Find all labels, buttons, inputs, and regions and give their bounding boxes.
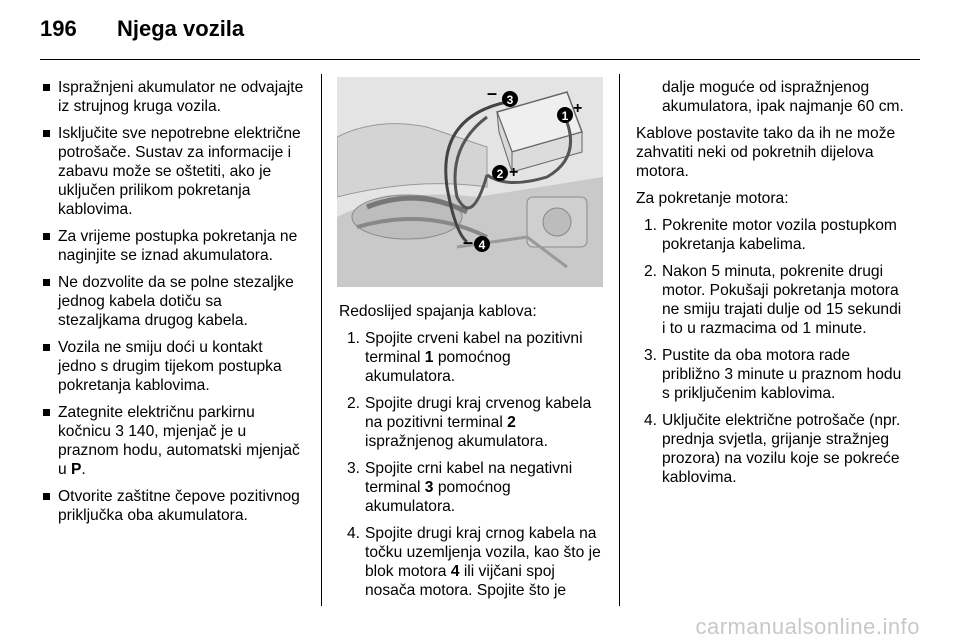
- starting-intro: Za pokretanje motora:: [636, 190, 789, 207]
- text-run: Spojite crni kabel na negativni terminal: [365, 460, 573, 496]
- step-number: 4.: [347, 525, 361, 542]
- text-run: Isključite sve nepotrebne električne potrošače. Sustav za informacije i zabavu može se oštetiti, ako je uključen prilikom pokretanja kablovima.: [58, 125, 301, 218]
- connection-steps: [339, 329, 604, 600]
- list-item: [636, 216, 904, 254]
- text-run: Vozila ne smiju doći u kontakt jedno s drugim tijekom postupka pokretanja kablovima.: [58, 339, 282, 394]
- text-run: Ne dozvolite da se polne stezaljke jednog kabela dotiču sa stezaljkama drugog kabela.: [58, 274, 294, 329]
- callout-2-number: 2: [496, 167, 504, 181]
- header-rule: [40, 59, 920, 60]
- step-number: 1.: [644, 217, 658, 234]
- callout-3-sign: –: [487, 83, 498, 103]
- list-item: [339, 329, 604, 386]
- list-item: [43, 124, 305, 219]
- bold-ref: P: [71, 461, 82, 478]
- callout-1-sign: +: [573, 100, 583, 117]
- callout-4-sign: –: [463, 232, 474, 252]
- column-starting: [636, 78, 904, 495]
- step-number: 2.: [644, 263, 658, 280]
- continuation-text: dalje moguće od ispražnjenog akumulatora, ipak najmanje 60 cm.: [662, 79, 904, 115]
- column-divider-left: [321, 74, 322, 606]
- text-run: Spojite crveni kabel na pozitivni terminal: [365, 330, 583, 366]
- text-run: Za vrijeme postupka pokretanja ne naginjite se iznad akumulatora.: [58, 228, 298, 264]
- text-run: .: [81, 461, 86, 478]
- callout-1-number: 1: [561, 109, 569, 123]
- list-item: [43, 338, 305, 395]
- callout-3-number: 3: [506, 93, 514, 107]
- bold-ref: 3: [424, 479, 434, 496]
- list-item: [43, 273, 305, 330]
- battery-jump-start-illustration: [337, 77, 603, 287]
- bold-ref: 2: [507, 414, 516, 431]
- step-number: 1.: [347, 330, 361, 347]
- chapter-title: Njega vozila: [117, 16, 245, 41]
- text-run: Otvorite zaštitne čepove pozitivnog priključka oba akumulatora.: [58, 488, 300, 524]
- page-header: [40, 16, 920, 56]
- list-item: [43, 403, 305, 479]
- step-number: 3.: [644, 347, 658, 364]
- bold-ref: 1: [424, 349, 434, 366]
- column-divider-right: [619, 74, 620, 606]
- warning-list: [43, 78, 305, 525]
- watermark: carmanualsonline.info: [695, 614, 920, 639]
- text-run: ispražnjenog akumulatora.: [365, 433, 548, 450]
- text-run: Nakon 5 minuta, pokrenite drugi motor. Pokušaji pokretanja motora ne smiju trajati dulje od 15 sekundi i to u razmacima od 1 minute.: [662, 263, 902, 337]
- list-item: [636, 346, 904, 403]
- text-run: 140, mjenjač je u praznom hodu, automatski mjenjač u: [58, 423, 300, 478]
- text-run: Spojite drugi kraj crnog kabela na točku uzemljenja vozila, kao što je blok motora: [365, 525, 601, 580]
- list-item: [339, 394, 604, 451]
- callout-4-number: 4: [478, 238, 486, 252]
- bold-ref: 4: [450, 563, 460, 580]
- list-item: [636, 411, 904, 487]
- text-run: Ispražnjeni akumulator ne odvajajte iz strujnog kruga vozila.: [58, 79, 304, 115]
- page-ref-arrow-icon: 3: [115, 423, 124, 440]
- list-item: [339, 459, 604, 516]
- list-item: [43, 78, 305, 116]
- list-item: [43, 227, 305, 265]
- list-item: [43, 487, 305, 525]
- callout-2-sign: +: [509, 164, 519, 181]
- text-run: pomoćnog akumulatora.: [365, 349, 511, 385]
- list-item: [636, 262, 904, 338]
- step-number: 4.: [644, 412, 658, 429]
- starting-steps: [636, 216, 904, 487]
- text-run: Uključite električne potrošače (npr. prednja svjetla, grijanje stražnjeg prozora) na vozilu koje se pokreće kablovima.: [662, 412, 901, 486]
- step-number: 3.: [347, 460, 361, 477]
- text-run: Zategnite električnu parkirnu kočnicu: [58, 404, 255, 440]
- engine-bay-drawing: [337, 77, 603, 287]
- page-number: 196: [40, 16, 77, 41]
- connection-intro: Redoslijed spajanja kablova:: [339, 303, 537, 320]
- text-run: Pokrenite motor vozila postupkom pokretanja kabelima.: [662, 217, 897, 253]
- step-number: 2.: [347, 395, 361, 412]
- list-item: [339, 524, 604, 600]
- text-run: ili vijčani spoj nosača motora. Spojite što je: [365, 563, 567, 599]
- column-warnings: [43, 78, 305, 533]
- text-run: Spojite drugi kraj crvenog kabela na pozitivni terminal: [365, 395, 592, 431]
- column-connection-order: [339, 302, 604, 608]
- text-run: pomoćnog akumulatora.: [365, 479, 511, 515]
- text-run: Pustite da oba motora rade približno 3 minute u praznom hodu s priključenim kablovima.: [662, 347, 902, 402]
- cable-routing-paragraph: Kablove postavite tako da ih ne može zahvatiti neki od pokretnih dijelova motora.: [636, 125, 896, 180]
